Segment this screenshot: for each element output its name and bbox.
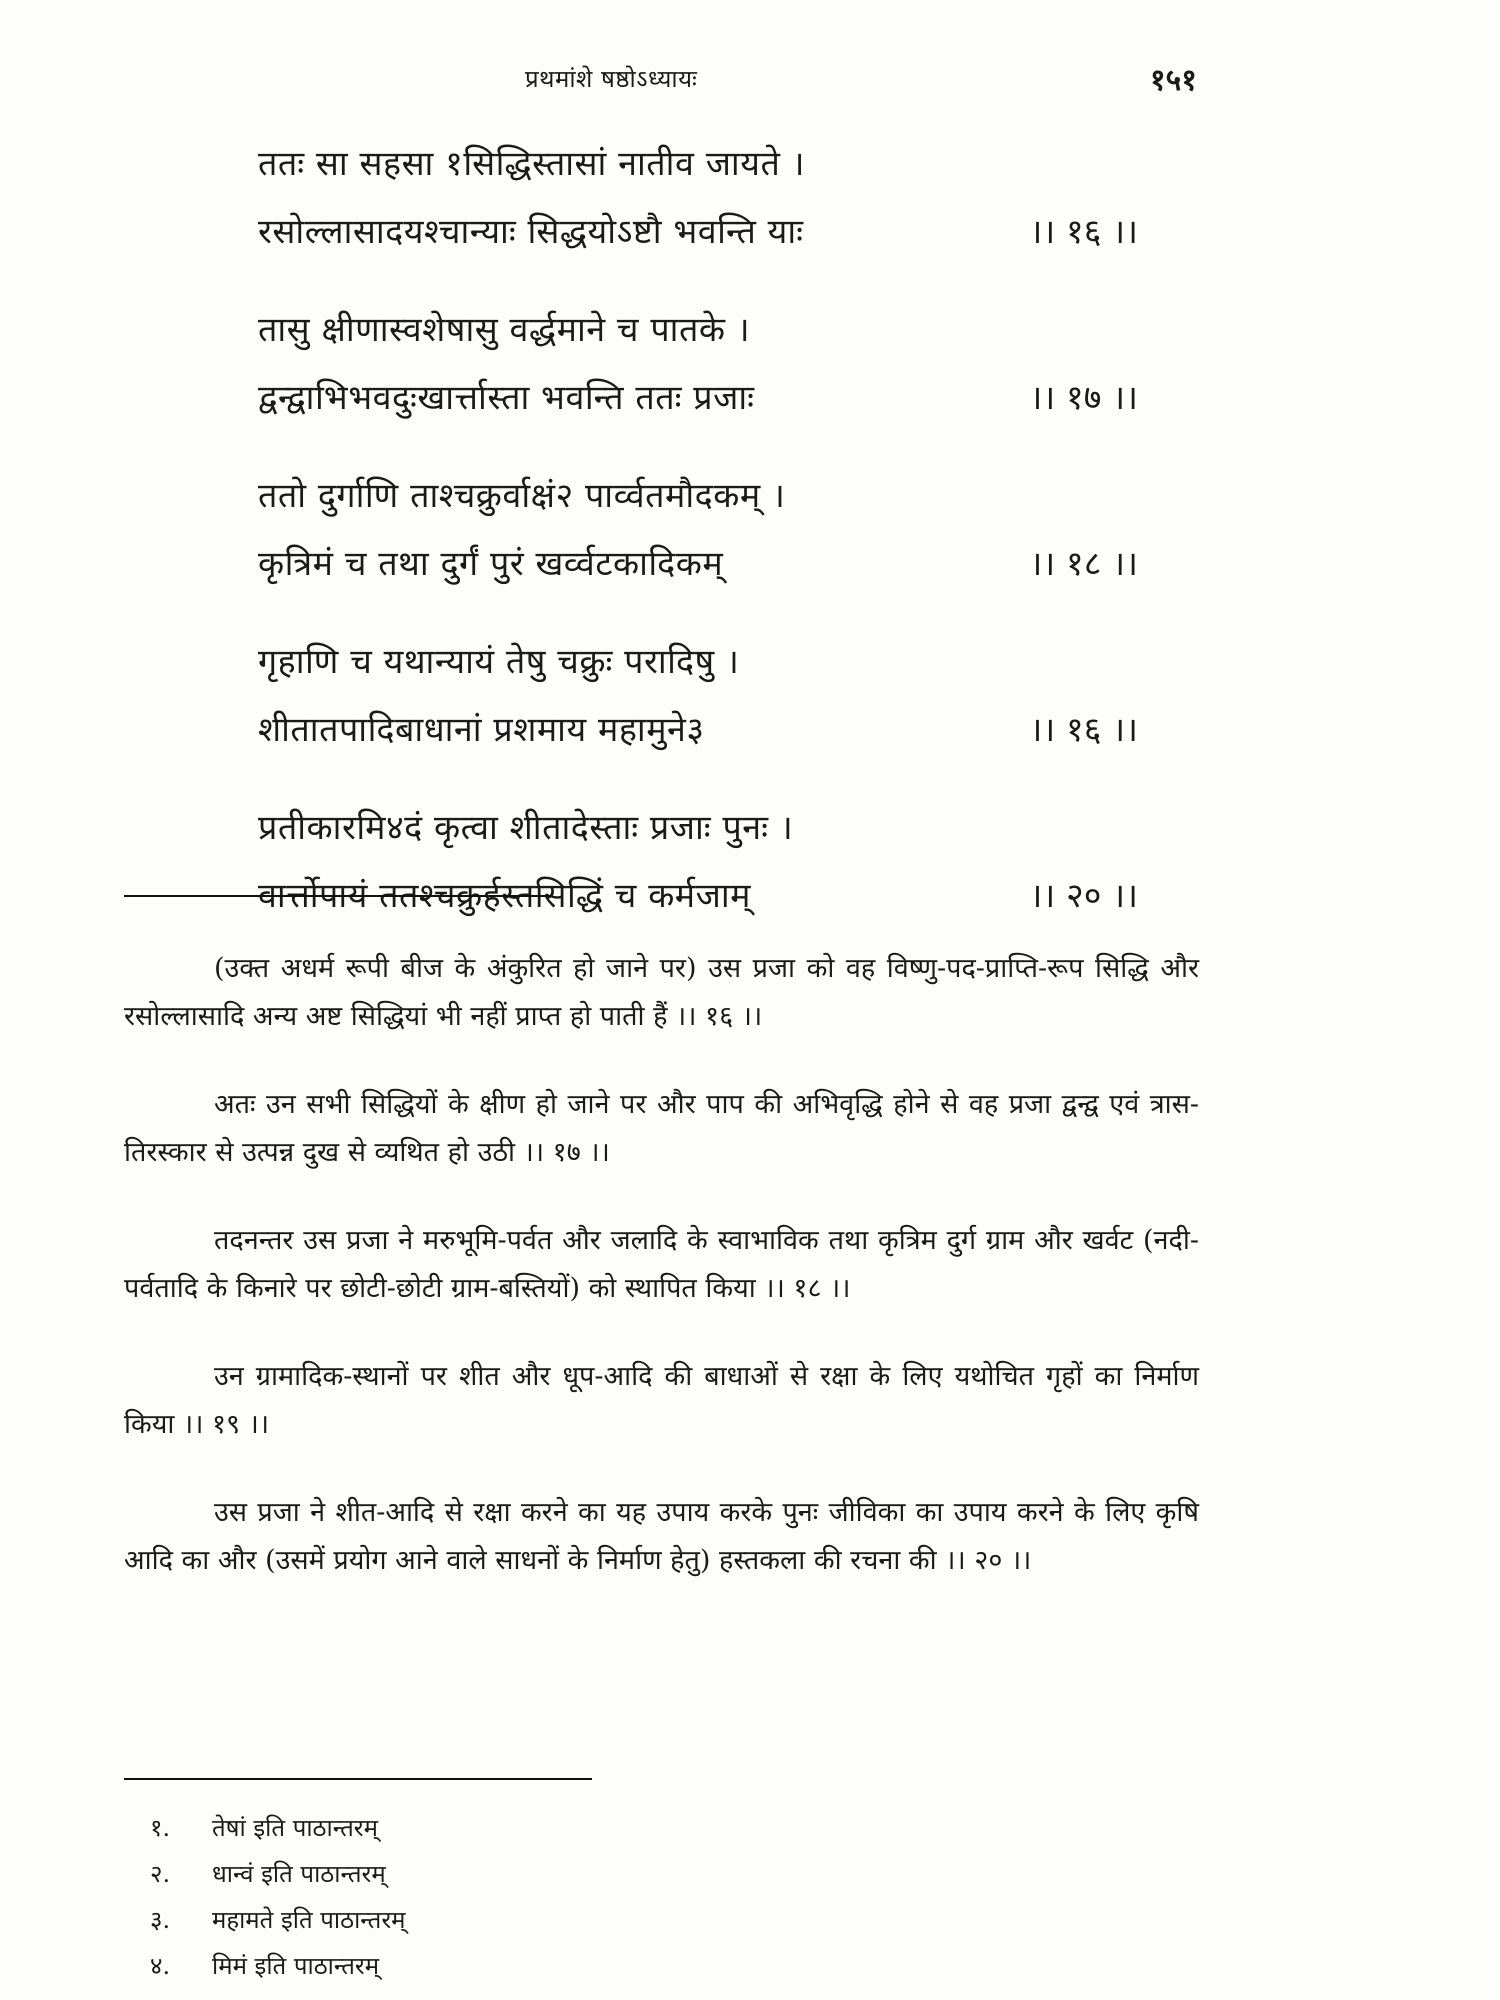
- footnote-divider: [124, 1778, 592, 1780]
- translation-paragraph: तदनन्तर उस प्रजा ने मरुभूमि-पर्वत और जलादि के स्वाभाविक तथा कृत्रिम दुर्ग ग्राम और खर्वट (नदी-पर्वतादि के किनारे पर छोटी-छोटी ग्राम-बस्तियों) को स्थापित किया ।। १८ ।।: [124, 1225, 1199, 1304]
- verse-text: रसोल्लासादयश्चान्याः सिद्धयोऽष्टौ भवन्ति याः: [258, 212, 804, 252]
- verse-line: [258, 296, 1138, 364]
- running-header: प्रथमांशे षष्ठोऽध्यायः: [525, 65, 698, 93]
- translation-paragraph: अतः उन सभी सिद्धियों के क्षीण हो जाने पर और पाप की अभिवृद्धि होने से वह प्रजा द्वन्द्व एवं त्रास-तिरस्कार से उत्पन्न दुख से व्यथित हो उठी ।। १७ ।।: [124, 1089, 1199, 1168]
- sanskrit-verses: [258, 130, 1138, 960]
- verse-number: ।। २० ।।: [1029, 876, 1138, 916]
- verse-text: ततो दुर्गाणि ताश्चक्रुर्वाक्षं२ पार्व्वतमौदकम् ।: [258, 476, 786, 516]
- verse-text: प्रतीकारमि४दं कृत्वा शीतादेस्ताः प्रजाः पुनः ।: [258, 808, 794, 848]
- verse-number: ।। १६ ।।: [1029, 212, 1138, 252]
- footnote: [150, 1943, 850, 1989]
- verse-number: ।। १७ ।।: [1029, 378, 1138, 418]
- footnote: [150, 1897, 850, 1943]
- footnote-number: २.: [150, 1860, 171, 1888]
- verse-line: [258, 530, 1138, 598]
- footnote-number: ४.: [150, 1952, 171, 1980]
- footnote-text: तेषां इति पाठान्तरम्: [212, 1814, 378, 1842]
- verse-number: ।। १६ ।।: [1029, 710, 1138, 750]
- verse-18: [258, 462, 1138, 598]
- verse-17: [258, 296, 1138, 432]
- verse-line: [258, 794, 1138, 862]
- verse-line: [258, 628, 1138, 696]
- verse-text: गृहाणि च यथान्यायं तेषु चक्रुः परादिषु ।: [258, 642, 740, 682]
- verse-text: द्वन्द्वाभिभवदुःखार्त्तास्ता भवन्ति ततः प्रजाः: [258, 378, 755, 418]
- footnote-number: १.: [150, 1814, 171, 1842]
- section-divider: [124, 895, 552, 897]
- verse-text: वार्त्तोपायं ततश्चक्रुर्हस्तसिद्धिं च कर्मजाम्: [258, 876, 752, 916]
- verse-line: [258, 198, 1138, 266]
- hindi-translation: [124, 945, 1199, 1625]
- translation-paragraph: (उक्त अधर्म रूपी बीज के अंकुरित हो जाने पर) उस प्रजा को वह विष्णु-पद-प्राप्ति-रूप सिद्धि और रसोल्लासादि अन्य अष्ट सिद्धियां भी नहीं प्राप्त हो पाती हैं ।। १६ ।।: [124, 953, 1199, 1032]
- footnote-text: धान्वं इति पाठान्तरम्: [212, 1860, 386, 1888]
- translation-paragraph: उन ग्रामादिक-स्थानों पर शीत और धूप-आदि की बाधाओं से रक्षा के लिए यथोचित गृहों का निर्माण किया ।। १९ ।।: [124, 1361, 1199, 1440]
- translation-paragraph: उस प्रजा ने शीत-आदि से रक्षा करने का यह उपाय करके पुनः जीविका का उपाय करने के लिए कृषि आदि का और (उसमें प्रयोग आने वाले साधनों के निर्माण हेतु) हस्तकला की रचना की ।। २० ।।: [124, 1497, 1199, 1576]
- footnote-text: महामते इति पाठान्तरम्: [212, 1906, 406, 1934]
- page-number: १५१: [1150, 63, 1197, 98]
- verse-text: ततः सा सहसा १सिद्धिस्तासां नातीव जायते ।: [258, 144, 806, 184]
- verse-line: [258, 130, 1138, 198]
- verse-20: [258, 794, 1138, 930]
- footnote: [150, 1851, 850, 1897]
- footnote: [150, 1805, 850, 1851]
- verse-line: [258, 364, 1138, 432]
- verse-text: कृत्रिमं च तथा दुर्गं पुरं खर्व्वटकादिकम्: [258, 544, 724, 584]
- footnote-number: ३.: [150, 1906, 171, 1934]
- footnotes: [150, 1805, 850, 1989]
- verse-text: तासु क्षीणास्वशेषासु वर्द्धमाने च पातके ।: [258, 310, 751, 350]
- verse-text: शीतातपादिबाधानां प्रशमाय महामुने३: [258, 710, 705, 750]
- verse-19: [258, 628, 1138, 764]
- verse-number: ।। १८ ।।: [1029, 544, 1138, 584]
- verse-line: [258, 696, 1138, 764]
- verse-line: [258, 462, 1138, 530]
- footnote-text: मिमं इति पाठान्तरम्: [212, 1952, 380, 1980]
- verse-16: [258, 130, 1138, 266]
